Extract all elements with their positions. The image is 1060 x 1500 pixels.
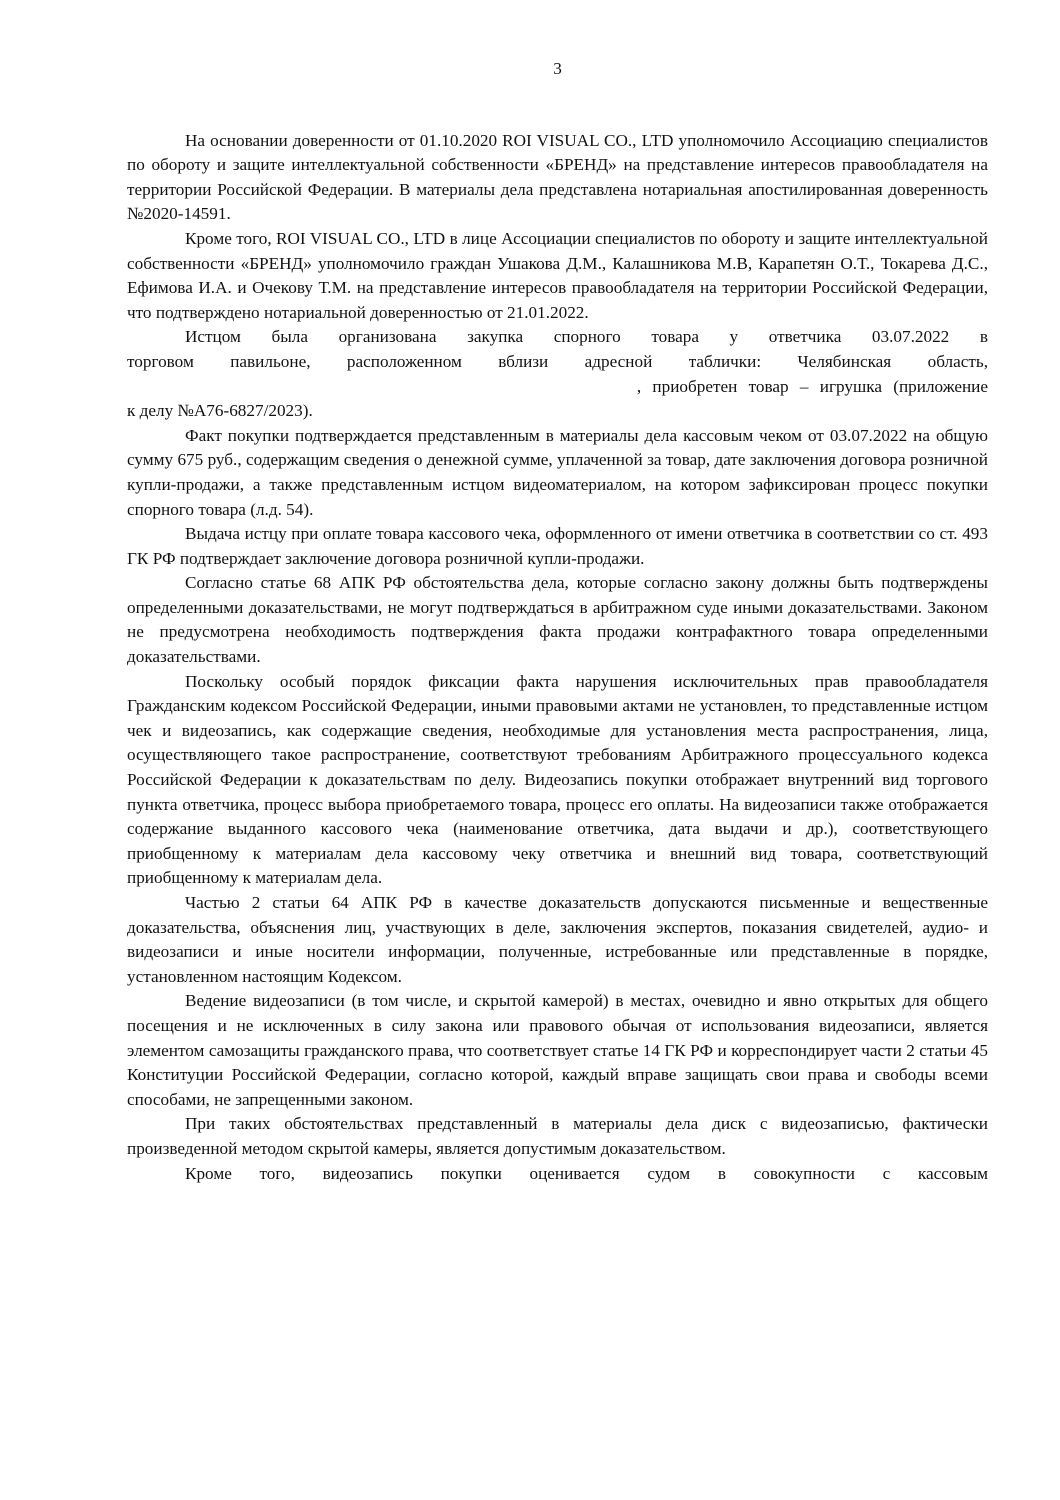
paragraph-continued-next-page: Кроме того, видеозапись покупки оценивается судом в совокупности с кассовым	[185, 1163, 988, 1183]
paragraph-line: к делу №А76-6827/2023).	[127, 401, 313, 421]
paragraph: Согласно статье 68 АПК РФ обстоятельства дела, которые согласно закону должны быть подтверждены определенными доказательствами, не могут подтверждаться в арбитражном суде иными доказательствами. Законом не предусмотрена необходимость подтверждения факта продажи контрафактного товара определенными доказательствами.	[127, 573, 988, 667]
paragraph: Частью 2 статьи 64 АПК РФ в качестве доказательств допускаются письменные и вещественные доказательства, объяснения лиц, участвующих в деле, заключения экспертов, показания свидетелей, аудио- и видеозаписи и иные носители информации, полученные, истребованные или представленные в порядке, установленном настоящим Кодексом.	[127, 893, 988, 986]
redacted-gap-line: , приобретен товар – игрушка (приложение	[636, 376, 988, 396]
paragraph-with-redaction	[127, 325, 988, 423]
paragraph: Кроме того, ROI VISUAL CO., LTD в лице Ассоциации специалистов по обороту и защите интеллектуальной собственности «БРЕНД» уполномочило граждан Ушакова Д.М., Калашникова М.В, Карапетян О.Т., Токарева Д.С., Ефимова И.А. и Очекову Т.М. на представление интересов правообладателя на территории Российской Федерации, что подтверждено нотариальной доверенностью от 21.01.2022.	[127, 228, 988, 322]
paragraph: Выдача истцу при оплате товара кассового чека, оформленного от имени ответчика в соответствии со ст. 493 ГК РФ подтверждает заключение договора розничной купли-продажи.	[127, 524, 988, 568]
paragraph-line: Истцом была организована закупка спорного товара у ответчика 03.07.2022 в	[185, 327, 988, 347]
paragraph: Факт покупки подтверждается представленным в материалы дела кассовым чеком от 03.07.2022 на общую сумму 675 руб., содержащим сведения о денежной сумме, уплаченной за товар, дате заключения договора розничной купли-продажи, а также представленным истцом видеоматериалом, на котором зафиксирован процесс покупки спорного товара (л.д. 54).	[127, 425, 988, 519]
paragraph: При таких обстоятельствах представленный в материалы дела диск с видеозаписью, фактически произведенной методом скрытой камеры, является допустимым доказательством.	[127, 1114, 988, 1158]
page-number: 3	[553, 59, 562, 78]
paragraph: Ведение видеозаписи (в том числе, и скрытой камерой) в местах, очевидно и явно открытых для общего посещения и не исключенных в силу закона или правового обычая от использования видеозаписи, является элементом самозащиты гражданского права, что соответствует статье 14 ГК РФ и корреспондирует части 2 статьи 45 Конституции Российской Федерации, согласно которой, каждый вправе защищать свои права и свободы всеми способами, не запрещенными законом.	[127, 991, 988, 1109]
paragraph-line: торговом павильоне, расположенном вблизи адресной таблички: Челябинская область,	[127, 351, 988, 371]
body-text	[127, 129, 988, 1187]
paragraph: На основании доверенности от 01.10.2020 ROI VISUAL CO., LTD уполномочило Ассоциацию специалистов по обороту и защите интеллектуальной собственности «БРЕНД» на представление интересов правообладателя на территории Российской Федерации. В материалы дела представлена нотариальная апостилированная доверенность №2020-14591.	[127, 130, 988, 224]
paragraph: Поскольку особый порядок фиксации факта нарушения исключительных прав правообладателя Гражданским кодексом Российской Федерации, иными правовыми актами не установлен, то представленные истцом чек и видеозапись, как содержащие сведения, необходимые для установления места распространения, лица, осуществляющего такое распространение, соответствуют требованиям Арбитражного процессуального кодекса Российской Федерации к доказательствам по делу. Видеозапись покупки отображает внутренний вид торгового пункта ответчика, процесс выбора приобретаемого товара, процесс его оплаты. На видеозаписи также отображается содержание выданного кассового чека (наименование ответчика, дата выдачи и др.), соответствующего приобщенному к материалам дела кассовому чеку ответчика и внешний вид товара, соответствующий приобщенному к материалам дела.	[127, 671, 988, 888]
